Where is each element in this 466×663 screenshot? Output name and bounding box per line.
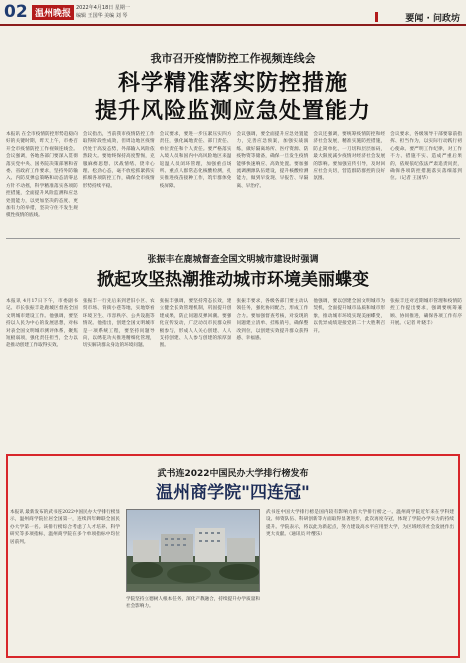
article1-title-line1: 科学精准落实防控措施 (117, 70, 348, 96)
article1-kicker: 我市召开疫情防控工作视频连线会 (150, 52, 316, 65)
article1-col-1: 本报讯 在全市疫情防控形势趋稳向好的关键时期，昨天上午，市委召开全市疫情防控工作视频连线会。会议强调，各地各部门要深入贯彻落实党中央、国务院决策部署和省委、省政府工作要求，坚持外防输入、内防反弹总策略和动态清零总方针不动摇，科学精准落实各项防控措施，全面提升风险监测和应急处置能力，以更加坚决的态度、更加有力的举措，坚决守住不发生规模性疫情的底线。 (6, 132, 78, 219)
section-marker-icon (375, 12, 378, 22)
article1-col-4: 会议强调，要全面提升应急处置能力，完善应急预案，加强实战演练，做好隔离场所、医疗资源、防疫物资等储备，确保一旦发生疫情能够快速响应、高效处置。要加强流调溯源队伍建设，提升核酸检测能力，做到早发现、早报告、早隔离、早治疗。 (236, 132, 309, 189)
article-divider (6, 238, 460, 239)
campus-photo-graphic (127, 510, 260, 592)
campus-photo-icon (126, 509, 260, 592)
issue-editors: 编辑 王国华 美编 刘 琴 (76, 13, 128, 19)
article2-kicker: 张振丰在鹿城督查全国文明城市建设时强调 (147, 255, 319, 265)
article2-col-4: 张振丰要求，各级各部门要主动认领任务，强化协同配合，形成工作合力。要加强督查考核，对发现的问题建立清单、挂账销号，确保整改到位，以创建实效提升群众获得感、幸福感。 (236, 299, 309, 342)
issue-date: 2022年4月18日 星期一 (76, 5, 130, 11)
article1-col-2: 会议指出，当前我市疫情防控工作取得阶段性成效，但周边地区疫情仍处于高发态势，外部输入风险依然较大。要始终保持高度警惕，克服麻痹思想、厌战情绪、侥幸心理、松劲心态，毫不放松抓紧抓实抓细各项防控工作，确保全市疫情形势持续平稳。 (82, 132, 155, 189)
paper-logo: 温州晚报 (32, 5, 74, 20)
article1-body (6, 131, 462, 235)
section-name: 要闻 · 问政坊 (405, 14, 460, 24)
article3-title: 温州商学院"四连冠" (156, 483, 310, 503)
article2-title: 掀起攻坚热潮推动城市环境美丽蝶变 (97, 270, 369, 290)
article1-col-5: 会议还强调，要统筹疫情防控和经济社会发展，精准实施防控措施，防止简单化、一刀切和层层加码，最大限度减少疫情对经济社会发展的影响。要加强宣传引导，及时回应社会关切，营造群防群控的良好氛围。 (313, 132, 386, 182)
article2-body (6, 298, 462, 432)
page-number: 02 (4, 2, 28, 22)
article3-left-text: 本报讯 最新发布的武书连2022中国民办大学排行榜显示，温州商学院位居全国第一，连续四年蝉联全国民办大学第一名。该排行榜综合考虑了人才培养、科学研究等多项指标，温州商学院在多个单项指标中均位居前列。 (10, 510, 120, 545)
article2-col-6: 张振丰还对近期城市管理和疫情防控工作提出要求，强调要统筹兼顾、协同推进，确保各项工作有序开展。（记者 叶晓丰） (390, 299, 462, 327)
article1-col-6: 会议要求，各级领导干部要靠前指挥、担当作为，以实际行动践行初心使命。要严明工作纪律，对工作不力、措施不实、造成严重后果的，依规依纪依法严肃追责问责，确保各项防控措施落实落细落到位。（记者 王国华） (390, 132, 462, 182)
masthead (0, 0, 466, 26)
article3-under-photo-text: 学院坚持立德树人根本任务，深化产教融合，持续提升办学质量和社会影响力。 (126, 597, 260, 610)
article2-col-2: 张振丰一行先后来到老旧小区、农贸市场、背街小巷等地，实地察看环境卫生、市容秩序、公共设施等情况。他指出，创建全国文明城市是一项系统工程，要坚持问题导向，以绣花功夫推进精细化管理，切实解决群众身边的环境问题。 (82, 299, 155, 349)
article2-col-5: 他强调，要以创建全国文明城市为契机，全面提升城市品质和城市形象，推动城市环境实现美丽蝶变，以优异成绩迎接党的二十大胜利召开。 (313, 299, 386, 334)
article2-col-3: 张振丰强调，要坚持常态长效，建立健全长效管理机制，巩固提升创建成果，防止问题反弹回潮。要强化宣传发动，广泛动员市民群众积极参与，形成人人关心创建、人人支持创建、人人参与创建的浓厚氛围。 (159, 299, 232, 349)
article2-col-1: 本报讯 4月17日下午，市委副书记、市长张振丰赴鹿城区督查全国文明城市建设工作。他强调，要坚持以人民为中心的发展思想，对标对表全国文明城市测评体系，聚焦短板弱项，强化责任担当，全力以赴推动创建工作取得实效。 (6, 299, 78, 349)
article3-kicker: 武书连2022中国民办大学排行榜发布 (157, 469, 309, 479)
article1-col-3: 会议要求，要进一步压紧压实四方责任，强化属地责任、部门责任、单位责任和个人责任。要严格落实入境人员和国内中高风险地区来温返温人员闭环管理，加强重点场所、重点人群常态化核酸检测，扎实推进疫苗接种工作，筑牢群体免疫屏障。 (159, 132, 232, 189)
article1-title-line2: 提升风险监测应急处置能力 (94, 98, 371, 124)
article3-right-text: 武书连中国大学排行榜是国内较有影响力的大学排行榜之一。温州商学院近年来在学科建设、师资队伍、科研创新等方面取得显著进步，此次再度夺冠，体现了学院办学实力的持续提升。学院表示，将以此为新起点，努力建设高水平应用型大学，为区域经济社会发展作出更大贡献。（通讯员 叶缨乐） (266, 510, 454, 538)
